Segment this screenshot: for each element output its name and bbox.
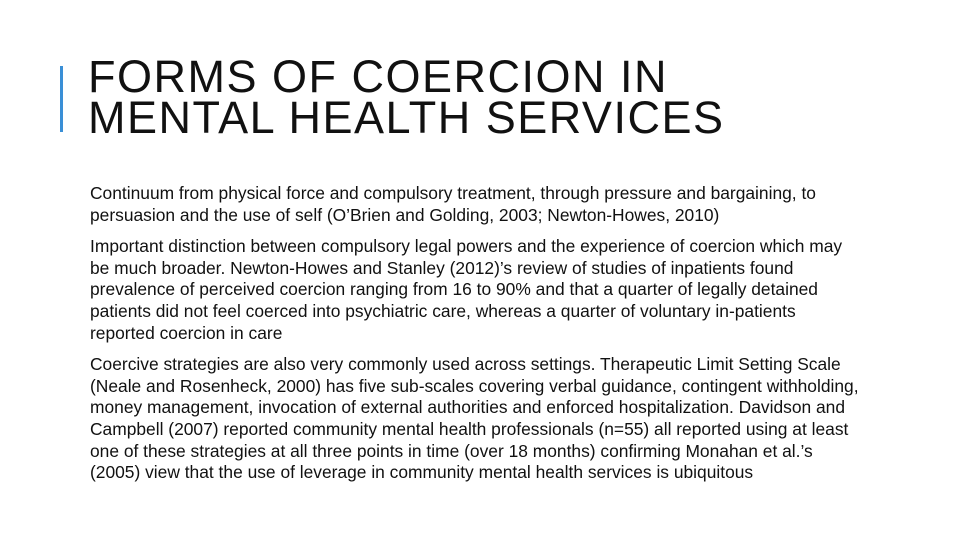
slide-title-line-2: MENTAL HEALTH SERVICES <box>88 92 725 143</box>
body-paragraph-continuum: Continuum from physical force and compulsory treatment, through pressure and bargaining, to persuasion and the use of self (O’Brien and Golding, 2003; Newton-Howes, 2010) <box>90 183 816 225</box>
slide-title-line-1: FORMS OF COERCION IN <box>88 51 668 102</box>
body-paragraph-legal-distinction: Important distinction between compulsory legal powers and the experience of coercion which may be much broader. Newton-Howes and Stanley (2012)’s review of studies of inpatients found prevalence of perceived coercion ranging from 16 to 90% and that a quarter of legally detained patients did not feel coerced into psychiatric care, whereas a quarter of voluntary in-patients reported coercion in care <box>90 236 843 343</box>
slide-title <box>88 51 928 143</box>
title-accent-bar <box>60 66 63 132</box>
slide-body <box>90 183 865 494</box>
body-paragraph-coercive-strategies: Coercive strategies are also very commonly used across settings. Therapeutic Limit Setting Scale (Neale and Rosenheck, 2000) has five sub-scales covering verbal guidance, contingent withholding, money management, invocation of external authorities and enforced hospitalization. Davidson and Campbell (2007) reported community mental health professionals (n=55) all reported using at least one of these strategies at all three points in time (over 18 months) confirming Monahan et al.’s (2005) view that the use of leverage in community mental health services is ubiquitous <box>90 354 859 483</box>
